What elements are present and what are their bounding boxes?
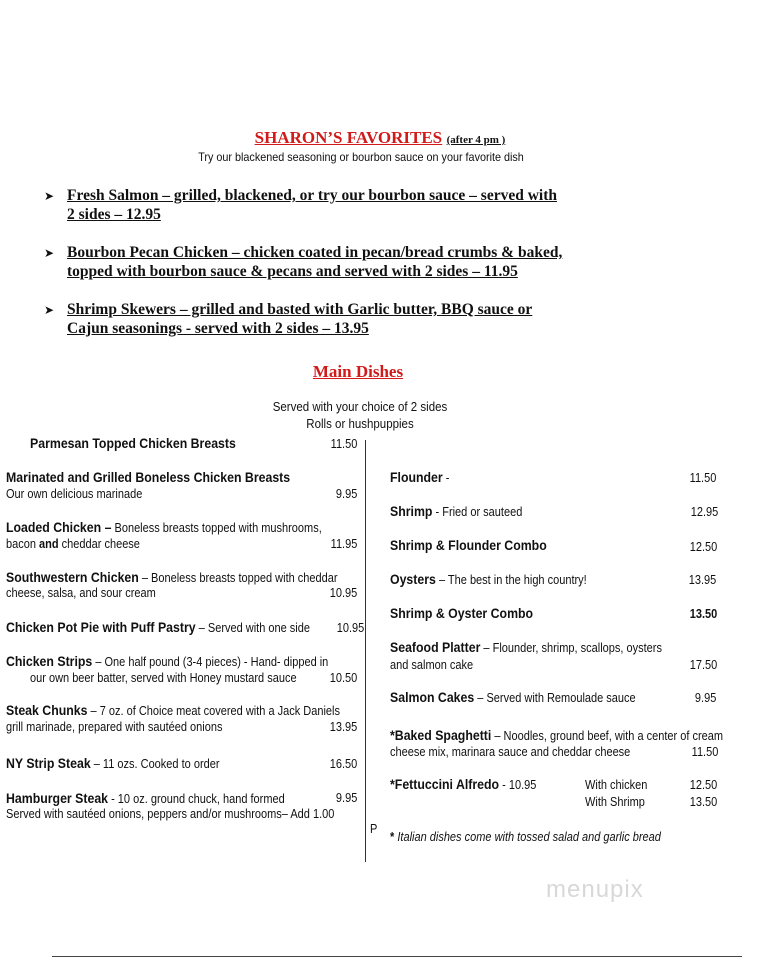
dish-entry [6,619,310,635]
dish-description: - Fried or sauteed [432,505,523,519]
dish-entry [390,776,536,792]
dish-name: Shrimp & Oyster Combo [390,605,534,621]
option-label: With chicken [585,778,648,792]
dish-price: 9.95 [335,791,357,805]
favorites-time-note: (after 4 pm ) [446,134,506,146]
dish-name: Marinated and Grilled Boneless Chicken Breasts [6,469,291,485]
dish-description-line2: our own beer batter, served with Honey mustard sauce [30,671,297,685]
dish-entry [390,503,522,519]
dish-description: Boneless breasts topped with mushrooms, [111,521,322,535]
dish-name: *Baked Spaghetti [390,727,492,743]
favorites-title [0,128,760,148]
arrow-bullet-icon: ➤ [44,246,55,260]
dish-price: 9.95 [335,487,357,501]
favorite-item-2-line2: topped with bourbon sauce & pecans and served with 2 sides – 11.95 [67,263,518,280]
dish-price: 13.50 [689,607,717,621]
dish-name: Seafood Platter [390,639,481,655]
dish-entry [6,519,322,535]
dish-name: Flounder [390,469,443,485]
dish-name: Oysters [390,571,436,587]
option-price: 12.50 [689,778,717,792]
dish-description: – Served with one side [195,621,310,635]
dish-entry [390,571,587,587]
dish-price: 12.95 [690,505,718,519]
bottom-rule [52,956,742,957]
dish-price: 12.50 [689,540,717,554]
dish-entry [390,727,723,743]
option-label: With Shrimp [585,795,645,809]
dish-description-line2 [6,537,140,551]
dish-name: Loaded Chicken – [6,519,112,535]
dish-description: – Boneless breasts topped with cheddar [138,571,338,585]
dish-entry [6,702,340,718]
dish-description: – One half pound (3-4 pieces) - Hand- dipped in [92,655,329,669]
favorites-heading: SHARON’S FAVORITES [254,128,443,147]
dish-description: – Flounder, shrimp, scallops, oysters [480,641,662,655]
dish-price: 10.50 [329,671,357,685]
dish-price: 11.95 [330,537,357,551]
dish-description: – The best in the high country! [435,573,587,587]
dish-entry [6,569,338,585]
dish-entry [6,755,220,771]
dish-description: – Served with Remoulade sauce [474,691,636,705]
dish-name: Hamburger Steak [6,790,109,806]
dish-description: - 10.95 [499,778,537,792]
dish-price: 9.95 [694,691,716,705]
dish-price: 17.50 [689,658,717,672]
favorite-item-1-line2: 2 sides – 12.95 [67,206,161,223]
favorite-item-3-line1: Shrimp Skewers – grilled and basted with Garlic butter, BBQ sauce or [67,301,533,318]
dish-price: 11.50 [330,437,357,451]
dish-description-line2: cheese, salsa, and sour cream [6,586,156,600]
asterisk: * [390,830,395,844]
dish-description: - 10 oz. ground chuck, hand formed [108,792,285,806]
dish-description-line2: cheese mix, marinara sauce and cheddar cheese [390,745,631,759]
dish-price: 13.95 [688,573,716,587]
dish-description: – 11 ozs. Cooked to order [90,757,220,771]
dish-name: NY Strip Steak [6,755,91,771]
desc-part: cheddar cheese [58,537,140,551]
favorite-item-1-line1: Fresh Salmon – grilled, blackened, or try our bourbon sauce – served with [67,187,557,204]
main-dishes-title: Main Dishes [312,362,404,381]
favorite-item-3-line2: Cajun seasonings - served with 2 sides – 13.95 [67,320,369,337]
dish-description-line2: grill marinade, prepared with sautéed onions [6,720,223,734]
dish-entry [390,469,449,485]
desc-and: and [39,537,59,551]
watermark: menupix [546,876,644,903]
dish-price: 11.50 [691,745,718,759]
dish-description-line2: and salmon cake [390,658,474,672]
dish-description: – 7 oz. of Choice meat covered with a Jack Daniels [87,704,341,718]
dish-price: 11.50 [689,471,716,485]
rolls-line: Rolls or hushpuppies [306,417,414,431]
dish-entry [390,639,662,655]
favorites-subtitle: Try our blackened seasoning or bourbon sauce on your favorite dish [198,150,524,164]
dish-description: Our own delicious marinade [6,487,143,501]
italian-note-text: Italian dishes come with tossed salad and garlic bread [394,830,661,844]
italian-note [390,830,661,844]
dish-price: 10.95 [336,621,364,635]
dish-description: – Noodles, ground beef, with a center of cream [491,729,724,743]
dish-entry [6,790,285,806]
dish-name: Salmon Cakes [390,689,475,705]
dish-name: Chicken Pot Pie with Puff Pastry [6,619,196,635]
dish-description: - [442,471,450,485]
dish-name: Shrimp & Flounder Combo [390,537,547,553]
dish-name: Chicken Strips [6,653,93,669]
dish-name: Parmesan Topped Chicken Breasts [30,435,236,451]
dish-price: 10.95 [329,586,357,600]
dish-price: 13.95 [329,720,357,734]
dish-price: 16.50 [329,757,357,771]
dish-name: *Fettuccini Alfredo [390,776,500,792]
stray-letter: P [370,822,378,836]
dish-name: Shrimp [390,503,433,519]
option-price: 13.50 [689,795,717,809]
column-divider [365,440,366,862]
dish-entry [6,653,328,669]
arrow-bullet-icon: ➤ [44,189,55,203]
dish-name: Southwestern Chicken [6,569,139,585]
served-with-line: Served with your choice of 2 sides [272,400,448,414]
favorite-item-2-line1: Bourbon Pecan Chicken – chicken coated in pecan/bread crumbs & baked, [67,244,563,261]
desc-part: bacon [6,537,40,551]
dish-entry [390,689,636,705]
dish-name: Steak Chunks [6,702,88,718]
arrow-bullet-icon: ➤ [44,303,55,317]
dish-description-line2: Served with sautéed onions, peppers and/or mushrooms– Add 1.00 [6,807,335,821]
